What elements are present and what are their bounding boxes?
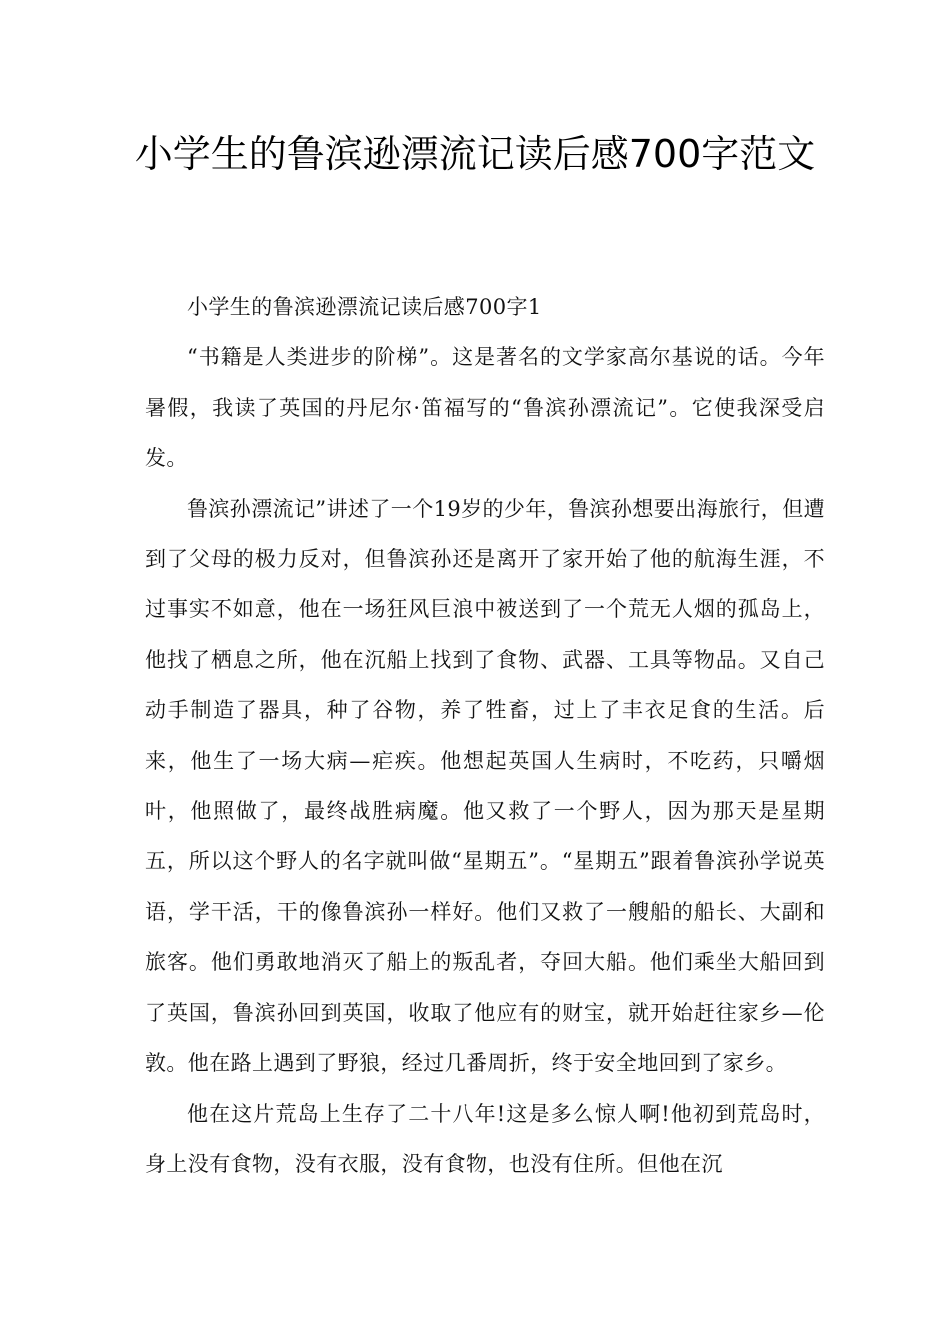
document-title: 小学生的鲁滨逊漂流记读后感700字范文	[134, 132, 816, 176]
paragraph-intro: “书籍是人类进步的阶梯”。这是著名的文学家高尔基说的话。今年暑假，我读了英国的丹尼尔·笛福写的“鲁滨孙漂流记”。它使我深受启发。	[145, 345, 825, 471]
paragraph-reflection: 他在这片荒岛上生存了二十八年!这是多么惊人啊!他初到荒岛时，身上没有食物，没有衣服，没有食物，也没有住所。但他在沉	[145, 1101, 825, 1176]
document-body	[145, 282, 825, 1189]
paragraph-subtitle: 小学生的鲁滨逊漂流记读后感700字1	[187, 295, 542, 319]
paragraph-summary: 鲁滨孙漂流记”讲述了一个19岁的少年，鲁滨孙想要出海旅行，但遭到了父母的极力反对，但鲁滨孙还是离开了家开始了他的航海生涯，不过事实不如意，他在一场狂风巨浪中被送到了一个荒无人烟的孤岛上，他找了栖息之所，他在沉船上找到了食物、武器、工具等物品。又自己动手制造了器具，种了谷物，养了牲畜，过上了丰衣足食的生活。后来，他生了一场大病—疟疾。他想起英国人生病时，不吃药，只嚼烟叶，他照做了，最终战胜病魔。他又救了一个野人，因为那天是星期五，所以这个野人的名字就叫做“星期五”。“星期五”跟着鲁滨孙学说英语，学干活，干的像鲁滨孙一样好。他们又救了一艘船的船长、大副和旅客。他们勇敢地消灭了船上的叛乱者，夺回大船。他们乘坐大船回到了英国，鲁滨孙回到英国，收取了他应有的财宝，就开始赶往家乡—伦敦。他在路上遇到了野狼，经过几番周折，终于安全地回到了家乡。	[145, 496, 825, 1076]
